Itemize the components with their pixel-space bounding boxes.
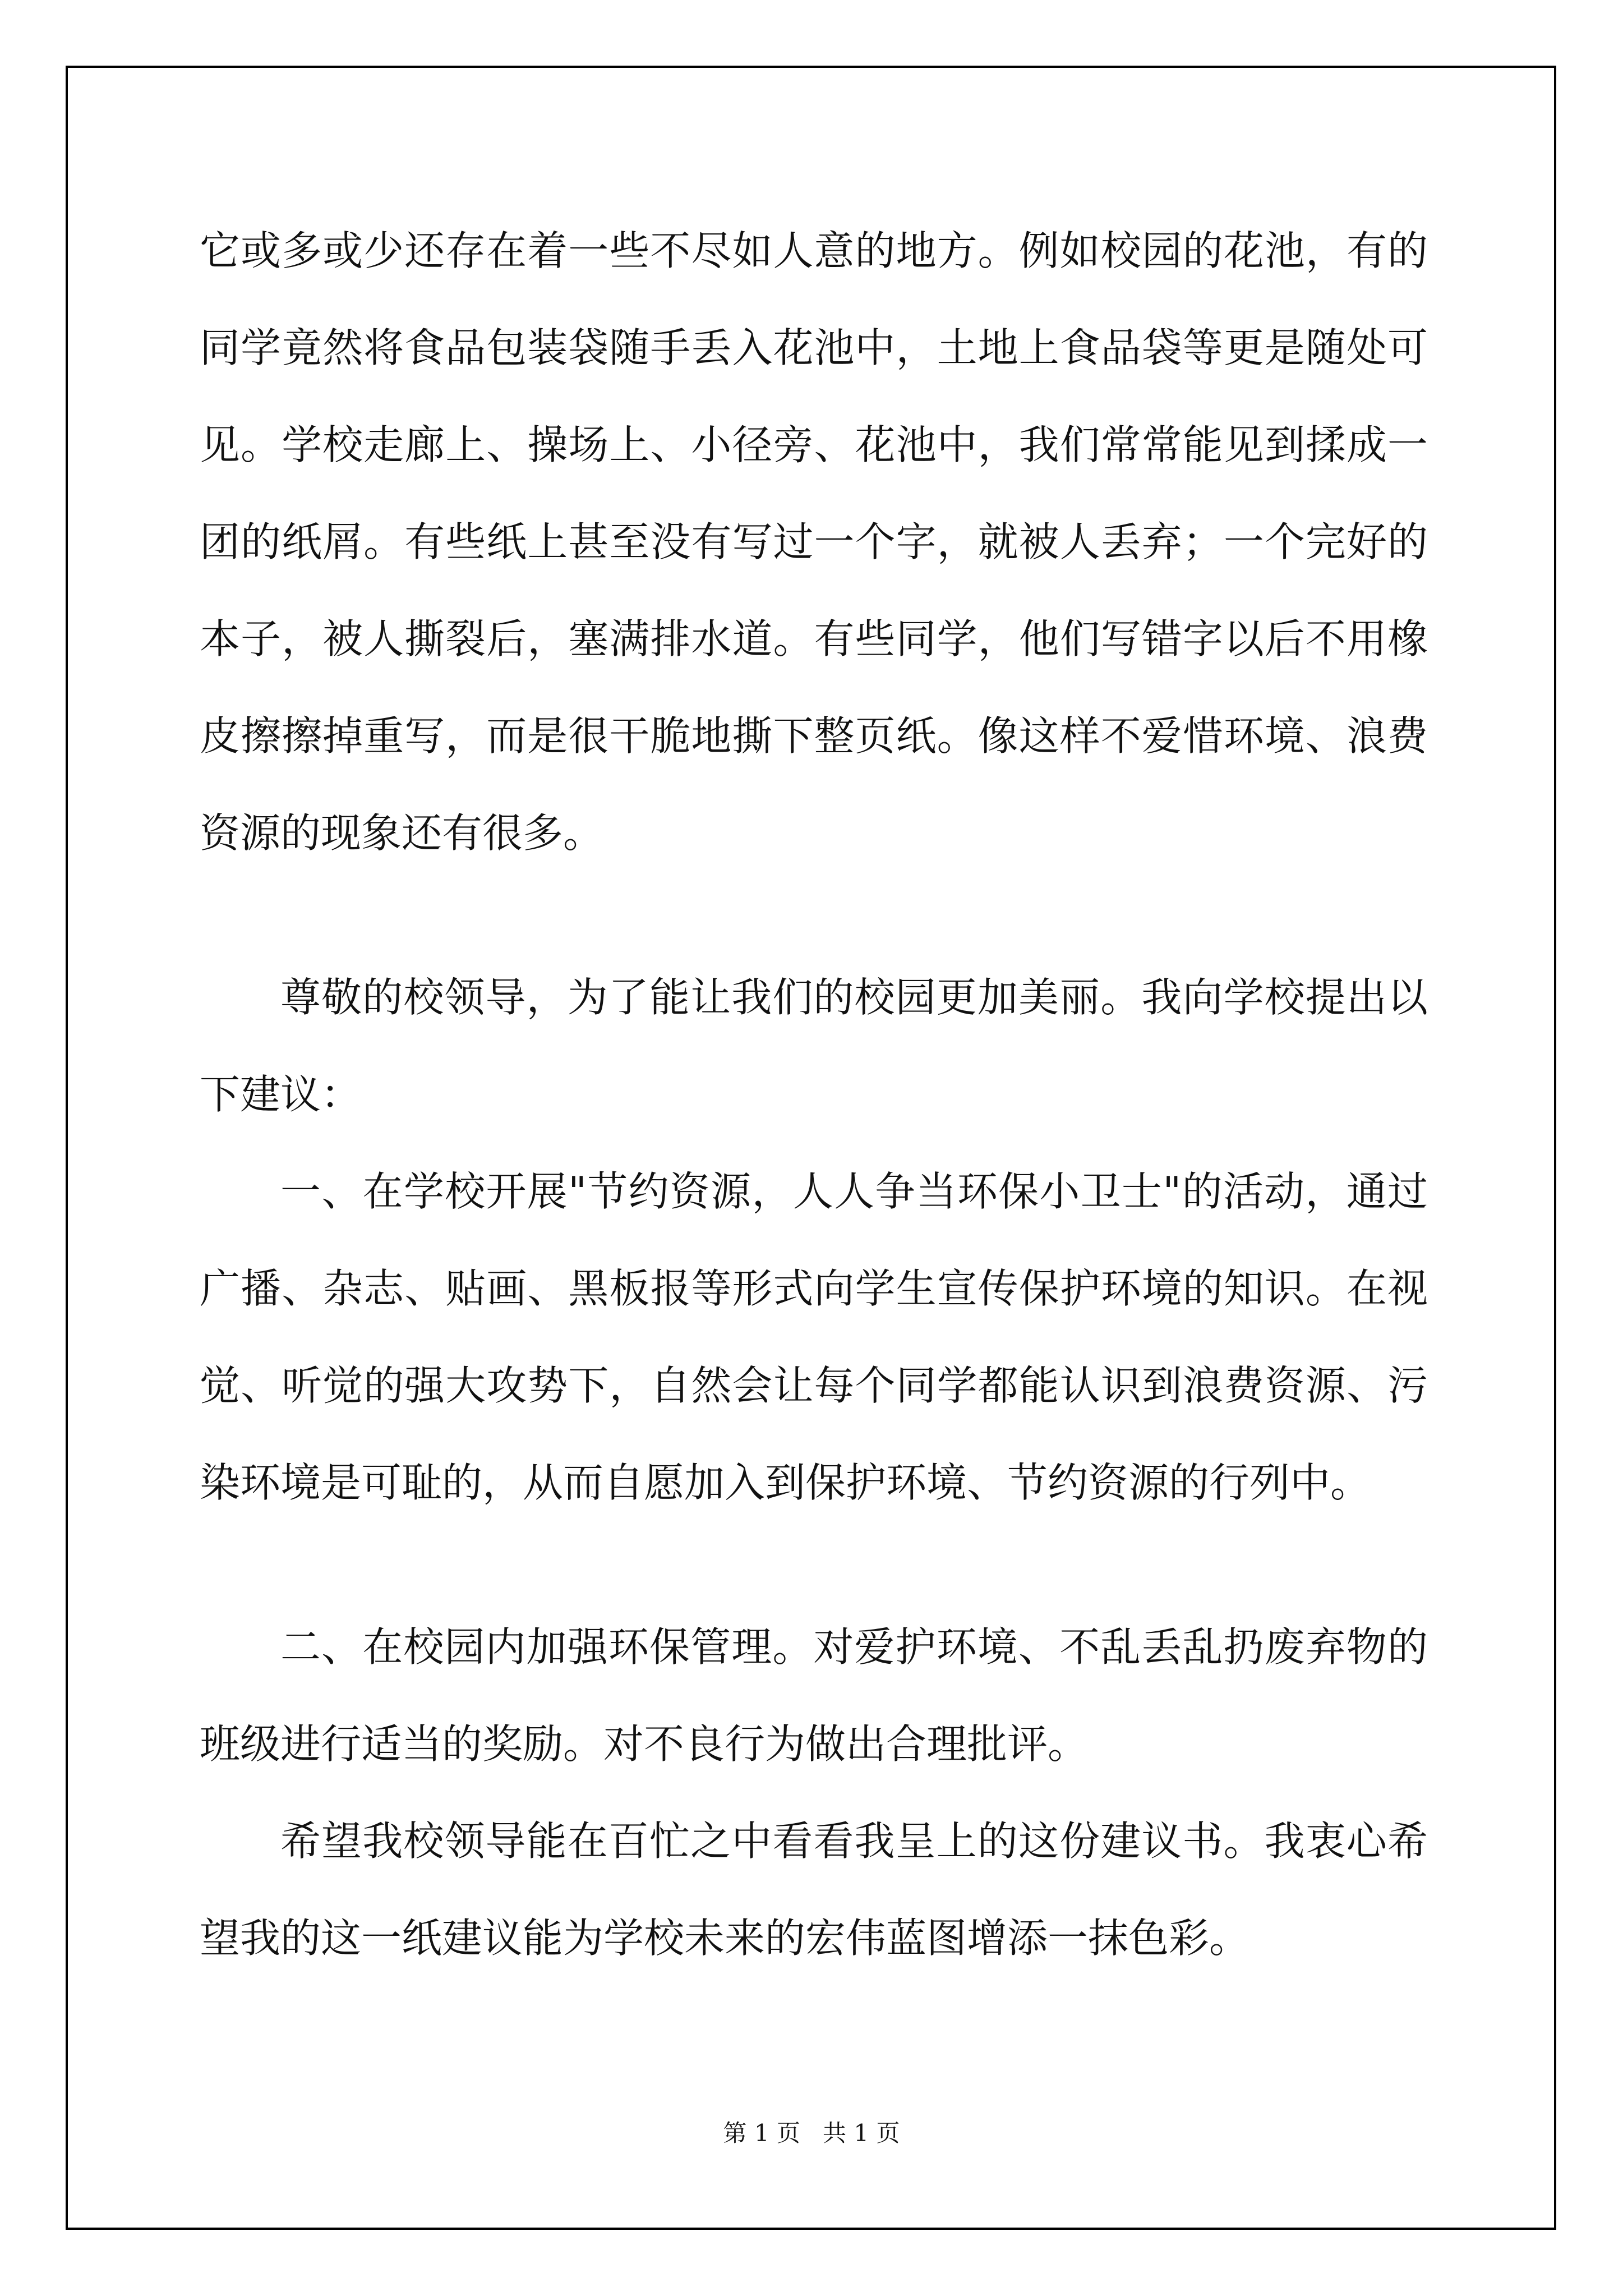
paragraph-1-line-5: 本子，被人撕裂后，塞满排水道。有些同学，他们写错字以后不用橡 (200, 615, 1428, 662)
paragraph-3-line-3: 觉、听觉的强大攻势下，自然会让每个同学都能认识到浪费资源、污 (200, 1362, 1428, 1409)
paragraph-1-line-4: 团的纸屑。有些纸上甚至没有写过一个字，就被人丢弃；一个完好的 (200, 518, 1428, 565)
page-footer: 第 1 页 共 1 页 (723, 2119, 900, 2147)
paragraph-5-line-1: 希望我校领导能在百忙之中看看我呈上的这份建议书。我衷心希 (280, 1818, 1428, 1865)
paragraph-3-line-2: 广播、杂志、贴画、黑板报等形式向学生宣传保护环境的知识。在视 (200, 1265, 1428, 1312)
paragraph-2-line-2: 下建议： (200, 1071, 362, 1118)
paragraph-3-line-4: 染环境是可耻的，从而自愿加入到保护环境、节约资源的行列中。 (200, 1459, 1371, 1506)
paragraph-2-line-1: 尊敬的校领导，为了能让我们的校园更加美丽。我向学校提出以 (280, 974, 1428, 1021)
paragraph-4-line-2: 班级进行适当的奖励。对不良行为做出合理批评。 (200, 1720, 1089, 1768)
paragraph-4-line-1: 二、在校园内加强环保管理。对爱护环境、不乱丢乱扔废弃物的 (280, 1623, 1428, 1671)
paragraph-3-line-1: 一、在学校开展"节约资源，人人争当环保小卫士"的活动，通过 (280, 1168, 1428, 1215)
paragraph-5-line-2: 望我的这一纸建议能为学校未来的宏伟蓝图增添一抹色彩。 (200, 1915, 1250, 1962)
paragraph-1-line-2: 同学竟然将食品包装袋随手丢入花池中，土地上食品袋等更是随处可 (200, 324, 1428, 371)
page-border (66, 66, 1556, 2230)
paragraph-1-line-7: 资源的现象还有很多。 (200, 809, 604, 857)
paragraph-1-line-6: 皮擦擦掉重写，而是很干脆地撕下整页纸。像这样不爱惜环境、浪费 (200, 712, 1428, 760)
paragraph-1-line-1: 它或多或少还存在着一些不尽如人意的地方。例如校园的花池，有的 (200, 227, 1428, 274)
paragraph-1-line-3: 见。学校走廊上、操场上、小径旁、花池中，我们常常能见到揉成一 (200, 421, 1428, 468)
